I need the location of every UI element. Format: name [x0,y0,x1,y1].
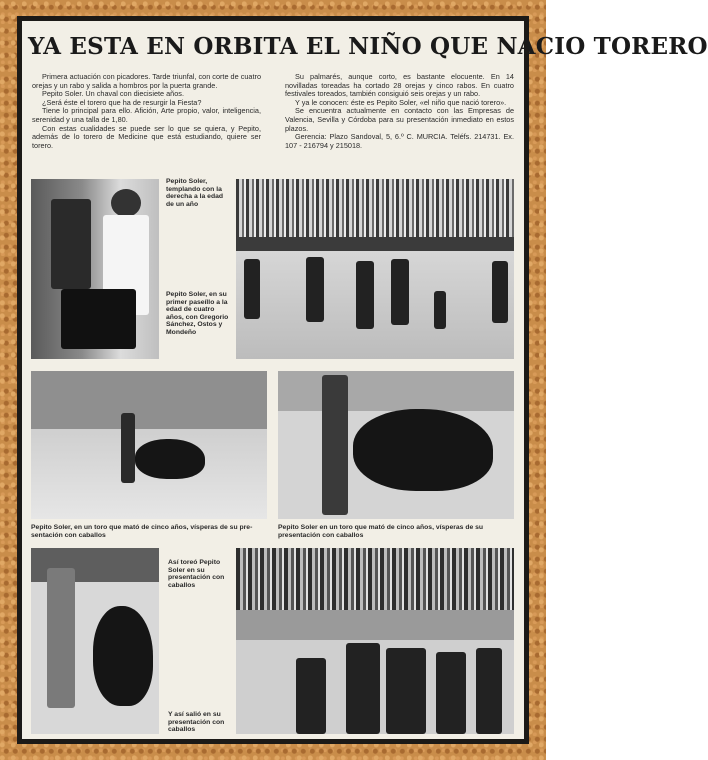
photo-paseillo [236,179,514,359]
headline: YA ESTA EN ORBITA EL NIÑO QUE NACIO TORERO [28,33,708,60]
caption-3: Pepito Soler, en un toro que mató de cinco años, vísperas de su pre- sentación con caballos [31,524,253,539]
photo-figure [47,568,75,708]
paragraph: Su palmarés, aunque corto, es bastante elocuente. En 14 novilladas toreadas ha cortado 28 orejas y cinco rabos. En cuatro festivales toreados, también consiguió seis orejas y un rabo. [285,72,514,99]
paragraph: ¿Será éste el torero que ha de resurgir la Fiesta? [42,97,202,107]
photo-bull [135,439,205,479]
paragraph: Pepito Soler. Un chaval con diecisiete años. [42,89,184,99]
caption-6: Y así salió en su presentación con caballos [168,711,225,734]
photo-crowd [236,548,514,610]
magazine-page [22,21,708,739]
caption-2: Pepito Soler, en su primer paseíllo a la edad de cuatro años, con Gregorio Sánchez, Ostos y Mondeño [166,291,229,336]
article-column-right [285,73,514,150]
photo-figure [391,259,409,325]
photo-figure [306,257,324,322]
photo-figure [492,261,508,323]
photo-bull [93,606,153,706]
caption-5: Así toreó Pepito Soler en su presentación con caballos [168,559,225,589]
photo-figure [436,652,466,734]
photo-figure [296,658,326,734]
photo-crowd [236,179,514,237]
article-column-left [32,73,261,150]
photo-figure [434,291,446,329]
photo-torero-suit [31,548,159,734]
paragraph: Y ya le conocen: éste es Pepito Soler, «el niño que nació torero». [295,97,507,107]
paragraph: Tiene lo principal para ello. Afición, Arte propio, valor, inteligencia, serenidad y una talla de 1,80. [32,106,261,124]
photo-figure [346,643,380,734]
photo-carried-out [236,548,514,734]
photo-figure [386,648,426,734]
photo-figure [111,189,141,217]
photo-figure [476,648,502,734]
paragraph: Se encuentra actualmente en contacto con las Empresas de Valencia, Sevilla y Córdoba para su presentación inmediato en estos plazos. [285,106,514,133]
paragraph: Primera actuación con picadores. Tarde triunfal, con corte de cuatro orejas y un rabo y salida a hombros por la puerta grande. [32,72,261,90]
caption-4: Pepito Soler en un toro que mató de cinco años, vísperas de su presentación con caballos [278,524,484,539]
photo-figure [51,199,91,289]
photo-figure [244,259,260,319]
photo-figure [322,375,348,515]
photo-figure [356,261,374,329]
photo-bull [353,409,493,491]
photo-cape [61,289,136,349]
photo-figure [121,413,135,483]
paragraph: Con estas cualidades se puede ser lo que se quiera, y Pepito, además de lo torero de Medicine que está estudiando, quiere ser torero. [32,123,261,150]
photo-bull-pass-1 [31,371,267,519]
caption-1: Pepito Soler, templando con la derecha a la edad de un año [166,178,224,208]
photo-child-with-cape [31,179,159,359]
photo-bull-pass-2 [278,371,514,519]
paragraph: Gerencia: Plazo Sandoval, 5, 6.º C. MURCIA. Teléfs. 214731. Ex. 107 - 216794 y 215018. [285,132,514,150]
